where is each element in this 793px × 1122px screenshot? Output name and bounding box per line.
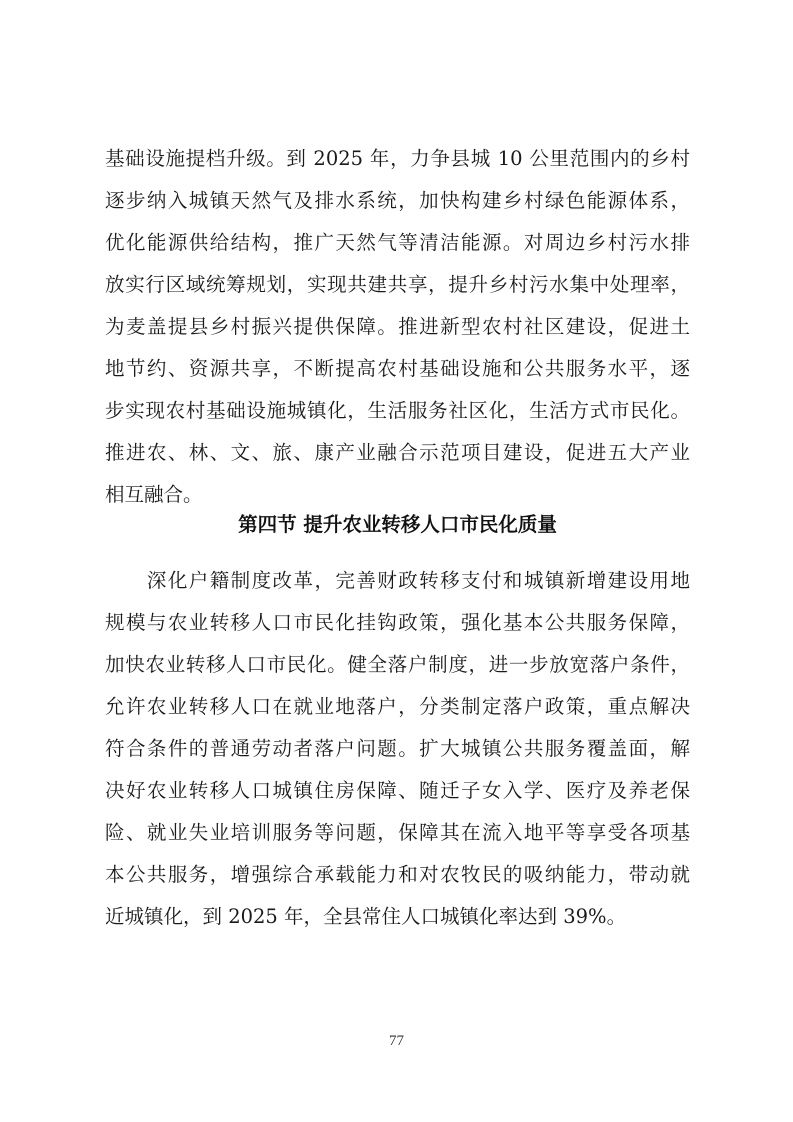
text-line: 决好农业转移人口城镇住房保障、随迁子女入学、医疗及养老保 [105,779,690,802]
text-line: 优化能源供给结构，推广天然气等清洁能源。对周边乡村污水排 [105,231,690,254]
paragraph-urbanization [105,560,690,938]
text-line: 逐步纳入城镇天然气及排水系统，加快构建乡村绿色能源体系， [105,189,690,212]
text-line: 允许农业转移人口在就业地落户，分类制定落户政策，重点解决 [105,695,690,718]
text-line: 符合条件的普通劳动者落户问题。扩大城镇公共服务覆盖面，解 [105,737,690,760]
page-number: 77 [389,1033,404,1049]
text-line: 险、就业失业培训服务等问题，保障其在流入地平等享受各项基 [105,821,690,844]
text-line: 近城镇化，到 2025 年，全县常住人口城镇化率达到 39%。 [105,905,627,928]
section-heading: 第四节 提升农业转移人口市民化质量 [238,513,557,536]
text-line: 规模与农业转移人口市民化挂钩政策，强化基本公共服务保障， [105,611,690,634]
text-line: 步实现农村基础设施城镇化，生活服务社区化，生活方式市民化。 [105,399,690,422]
text-line: 推进农、林、文、旅、康产业融合示范项目建设，促进五大产业 [105,441,690,464]
text-line: 放实行区域统筹规划，实现共建共享，提升乡村污水集中处理率， [105,273,690,296]
paragraph-infrastructure [105,138,690,516]
text-line: 相互融合。 [105,483,203,506]
text-line: 为麦盖提县乡村振兴提供保障。推进新型农村社区建设，促进土 [105,315,690,338]
text-line: 基础设施提档升级。到 2025 年，力争县城 10 公里范围内的乡村 [105,147,690,170]
text-line: 地节约、资源共享，不断提高农村基础设施和公共服务水平，逐 [105,357,690,380]
text-line: 本公共服务，增强综合承载能力和对农牧民的吸纳能力，带动就 [105,863,690,886]
text-line: 加快农业转移人口市民化。健全落户制度，进一步放宽落户条件， [105,653,690,676]
text-line: 深化户籍制度改革，完善财政转移支付和城镇新增建设用地 [105,569,690,592]
